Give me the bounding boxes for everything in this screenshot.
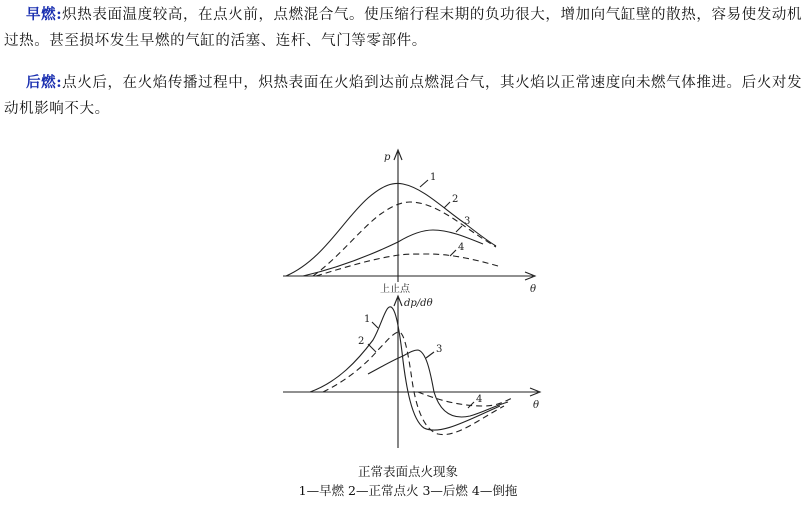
bottom-curve-label-4: 4	[476, 394, 483, 405]
bottom-curve-label-3: 3	[436, 344, 443, 355]
paragraph-post-ignition	[4, 70, 804, 122]
leader-2	[444, 202, 450, 208]
rate-curve-1	[310, 307, 500, 430]
bottom-leader-2	[368, 344, 376, 352]
top-y-label: p	[384, 152, 391, 163]
term-early-ignition: 早燃:	[26, 6, 63, 23]
bottom-curve-label-1: 1	[364, 314, 371, 325]
top-x-label: θ	[530, 284, 537, 295]
rate-curve-4	[418, 392, 512, 406]
top-curve-label-2: 2	[452, 194, 459, 205]
bottom-leader-3	[426, 352, 434, 358]
top-curve-label-4: 4	[458, 242, 465, 253]
top-curve-label-3: 3	[464, 216, 471, 227]
figure-caption-legend: 1—早燃 2—正常点火 3—后燃 4—倒拖	[298, 483, 518, 498]
bottom-x-label: θ	[533, 400, 540, 411]
term-post-ignition: 后燃:	[26, 74, 63, 91]
leader-1	[420, 180, 428, 187]
paragraph-text: 炽热表面温度较高，在点火前，点燃混合气。使压缩行程末期的负功很大，增加向气缸壁的散热，容易使发动机过热。甚至损坏发生早燃的气缸的活塞、连杆、气门等零部件。	[4, 7, 803, 49]
bottom-leader-1	[372, 322, 378, 328]
paragraph-early-ignition	[4, 2, 804, 54]
bottom-y-label: dp/dθ	[404, 298, 433, 309]
paragraph-text: 点火后，在火焰传播过程中，炽热表面在火焰到达前点燃混合气，其火焰以正常速度向未燃气体推进。后火对发动机影响不大。	[4, 75, 803, 117]
leader-3	[456, 226, 462, 232]
pressure-rate-plot	[283, 296, 540, 448]
rate-curve-3	[368, 350, 508, 417]
surface-ignition-figure	[228, 130, 588, 460]
bottom-curve-label-2: 2	[358, 336, 365, 347]
pressure-curve-1	[286, 183, 496, 276]
pressure-plot	[283, 150, 535, 282]
pressure-curve-3	[303, 230, 483, 276]
top-curve-label-1: 1	[430, 172, 437, 183]
figure-caption-title: 正常表面点火现象	[357, 464, 458, 479]
figure-svg	[228, 130, 588, 460]
tdc-label: 上止点	[380, 284, 410, 295]
rate-curve-2	[323, 332, 504, 435]
leader-4	[450, 250, 456, 256]
